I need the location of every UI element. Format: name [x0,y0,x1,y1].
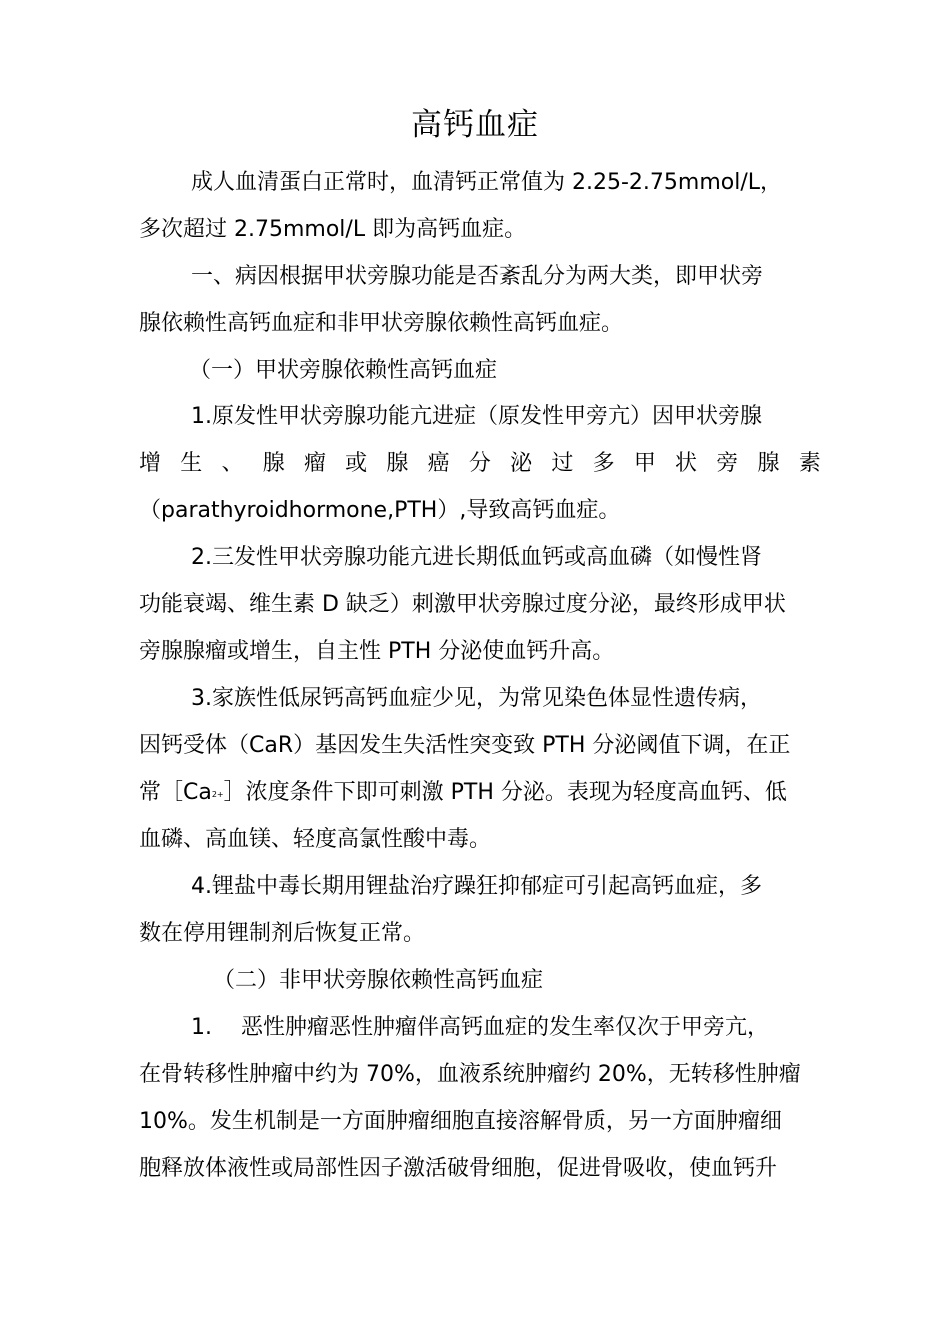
text-line: 一、病因根据甲状旁腺功能是否紊乱分为两大类，即甲状旁 [191,264,764,289]
text-line: 数在停用锂制剂后恢复正常。 [139,921,426,946]
justified-line [139,449,821,479]
text-line: 腺依赖性高钙血症和非甲状旁腺依赖性高钙血症。 [139,311,624,336]
text-line: 因钙受体（CaR）基因发生失活性突变致 PTH 分泌阈值下调，在正 [139,733,791,758]
char: 多 [592,451,615,476]
char: 甲 [633,451,656,476]
text-line: 胞释放体液性或局部性因子激活破骨细胞，促进骨吸收，使血钙升 [139,1156,778,1181]
char: 腺 [757,451,780,476]
char: 、 [221,451,244,476]
text-line: 3.家族性低尿钙高钙血症少见，为常见染色体显性遗传病， [191,686,762,711]
text-line: 血磷、高血镁、轻度高氯性酸中毒。 [139,827,492,852]
text-line: 10%。发生机制是一方面肿瘤细胞直接溶解骨质，另一方面肿瘤细 [139,1109,782,1134]
page-title: 高钙血症 [411,107,539,143]
text-line: 1.原发性甲状旁腺功能亢进症（原发性甲旁亢）因甲状旁腺 [191,404,762,429]
char: 腺 [386,451,409,476]
superscript: 2+ [211,790,224,799]
text-fragment: ］浓度条件下即可刺激 PTH 分泌。表现为轻度高血钙、低 [223,780,787,805]
text-line: 4.锂盐中毒长期用锂盐治疗躁狂抑郁症可引起高钙血症，多 [191,874,762,899]
char: 或 [345,451,368,476]
text-line: 1. 恶性肿瘤恶性肿瘤伴高钙血症的发生率仅次于甲旁亢， [191,1015,769,1040]
char: 生 [180,451,203,476]
char: 旁 [716,451,739,476]
char: 泌 [510,451,533,476]
text-line [139,778,787,810]
char: 增 [139,451,162,476]
char: 过 [551,451,574,476]
char: 素 [798,451,821,476]
char: 分 [468,451,491,476]
text-line: 2.三发性甲状旁腺功能亢进长期低血钙或高血磷（如慢性肾 [191,545,762,570]
text-line: （parathyroidhormone,PTH）,导致高钙血症。 [139,498,621,523]
section-heading: （一）甲状旁腺依赖性高钙血症 [189,358,498,383]
text-line: 在骨转移性肿瘤中约为 70%，血液系统肿瘤约 20%，无转移性肿瘤 [139,1062,801,1087]
char: 癌 [427,451,450,476]
text-fragment: 常［Ca [139,780,212,805]
text-line: 多次超过 2.75mmol/L 即为高钙血症。 [139,217,527,242]
char: 状 [675,451,698,476]
text-line: 功能衰竭、维生素 D 缺乏）刺激甲状旁腺过度分泌，最终形成甲状 [139,592,786,617]
char: 腺 [262,451,285,476]
text-line: 旁腺腺瘤或增生，自主性 PTH 分泌使血钙升高。 [139,639,615,664]
section-heading: （二）非甲状旁腺依赖性高钙血症 [213,968,544,993]
char: 瘤 [303,451,326,476]
text-line: 成人血清蛋白正常时，血清钙正常值为 2.25-2.75mmol/L， [191,170,783,195]
